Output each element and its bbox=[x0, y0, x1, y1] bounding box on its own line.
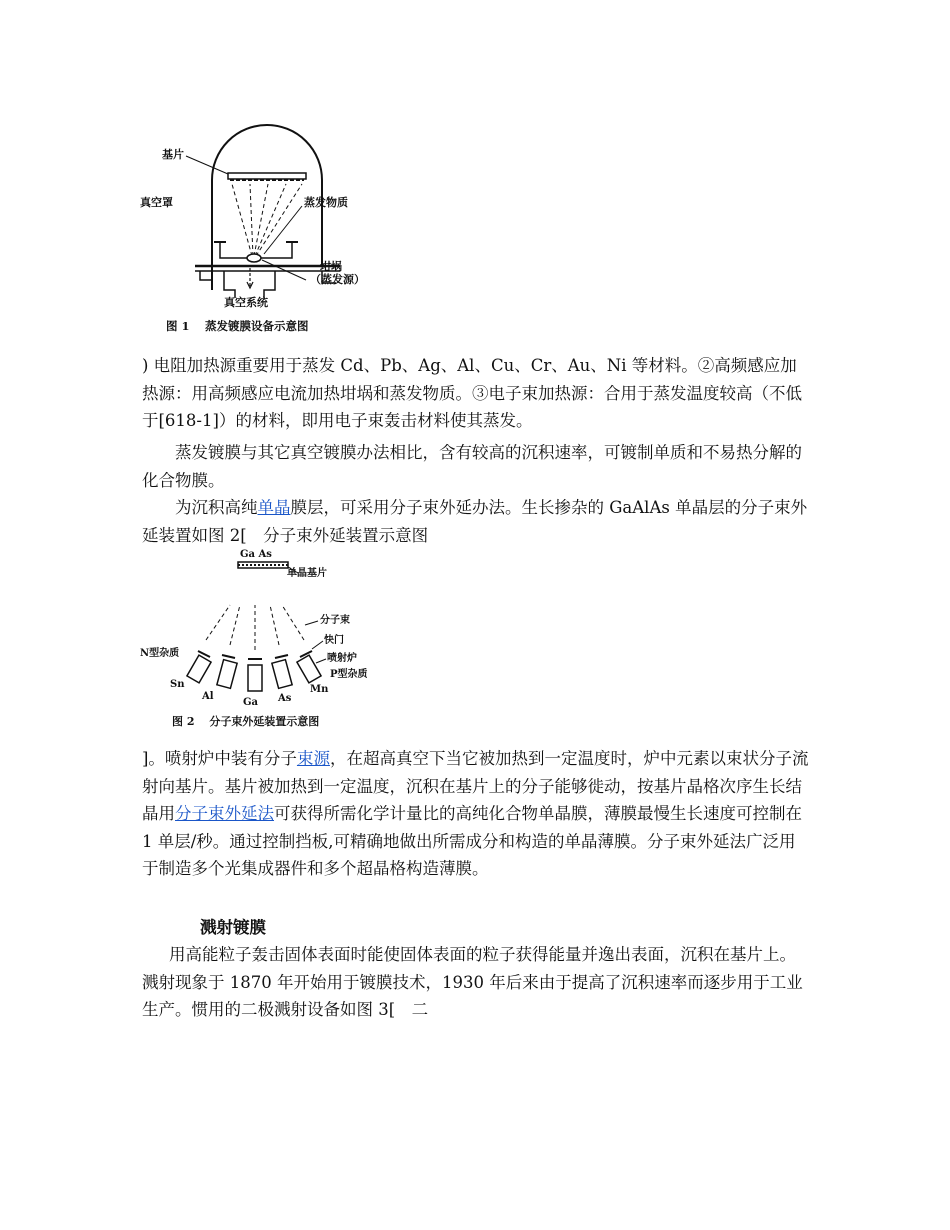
link-mbe-method[interactable]: 分子束外延法 bbox=[175, 804, 274, 823]
text-run: 为沉积高纯 bbox=[175, 498, 258, 517]
label-sn: Sn bbox=[170, 679, 185, 690]
paragraph-sputtering: 用高能粒子轰击固体表面时能使固体表面的粒子获得能量并逸出表面，沉积在基片上。溅射现象于 1870 年开始用于镀膜技术，1930 年后来由于提高了沉积速率而逐步用于工业生产。惯用的二极溅射设备如图 3[ 二 bbox=[142, 945, 803, 1019]
paragraph-heating-sources: ) 电阻加热源重要用于蒸发 Cd、Pb、Ag、Al、Cu、Cr、Au、Ni 等材料。②高频感应加热源：用高频感应电流加热坩埚和蒸发物质。③电子束加热源：合用于蒸发温度较高（不低于[618-1]）的材料，即用电子束轰击材料使其蒸发。 bbox=[142, 356, 802, 430]
label-p-dopant: P型杂质 bbox=[330, 669, 368, 680]
label-shutter: 快门 bbox=[324, 635, 344, 646]
paragraph-evaporation-advantages: 蒸发镀膜与其它真空镀膜办法相比，含有较高的沉积速率，可镀制单质和不易热分解的化合物膜。 bbox=[142, 443, 802, 490]
figure-1-caption: 图 1 蒸发镀膜设备示意图 bbox=[166, 319, 309, 333]
section-heading-sputtering: 溅射镀膜 bbox=[200, 918, 266, 937]
text-run: 可获得所需化学计量比的高纯化合物单晶膜，薄膜最慢生长速度可控制在 1 单层/秒。通过控制挡板,可精确地做出所需成分和构造的单晶薄膜。分子束外延法广泛用于制造多个光集成器件和多个超晶格构造薄膜。 bbox=[142, 804, 802, 878]
label-vacuum-system: 真空系统 bbox=[224, 296, 268, 309]
label-n-dopant: N型杂质 bbox=[140, 648, 180, 659]
label-crucible: 坩埚 bbox=[320, 260, 342, 273]
paragraph-mbe-description bbox=[142, 745, 812, 883]
paragraph-mbe-intro bbox=[142, 494, 812, 549]
figure-2 bbox=[140, 545, 390, 730]
link-single-crystal[interactable]: 单晶 bbox=[257, 498, 291, 517]
label-substrate: 基片 bbox=[162, 148, 184, 161]
text-run: ]。喷射炉中装有分子 bbox=[142, 749, 297, 768]
label-as: As bbox=[278, 693, 292, 704]
label-ga: Ga bbox=[243, 697, 259, 708]
text-run: ，在超高真空下当它被加热到一定温度时，炉中元素以束状分子流射向基片。基片被加热到一定温度，沉积在基片上的分子能够徙动，按基片晶格次序生长结晶用 bbox=[142, 749, 809, 823]
label-source: （蒸发源） bbox=[310, 273, 365, 286]
label-crystal-substrate: 单晶基片 bbox=[287, 568, 327, 579]
label-al: Al bbox=[202, 691, 214, 702]
label-gaas: Ga As bbox=[240, 549, 272, 560]
text-run: 膜层，可采用分子束外延办法。生长掺杂的 GaAlAs 单晶层的分子束外延装置如图 2[ 分子束外延装置示意图 bbox=[142, 498, 808, 545]
evaporation-coating-diagram bbox=[140, 118, 390, 343]
label-molecular-beam: 分子束 bbox=[320, 615, 350, 626]
link-beam-source[interactable]: 束源 bbox=[296, 749, 330, 768]
mbe-apparatus-diagram bbox=[140, 545, 390, 730]
label-mn: Mn bbox=[310, 684, 329, 695]
label-effusion-furnace: 喷射炉 bbox=[327, 653, 357, 664]
figure-2-caption: 图 2 分子束外延装置示意图 bbox=[172, 715, 320, 728]
figure-1 bbox=[140, 118, 390, 343]
label-vacuum-cover: 真空罩 bbox=[140, 196, 173, 209]
label-evaporant: 蒸发物质 bbox=[304, 196, 348, 209]
